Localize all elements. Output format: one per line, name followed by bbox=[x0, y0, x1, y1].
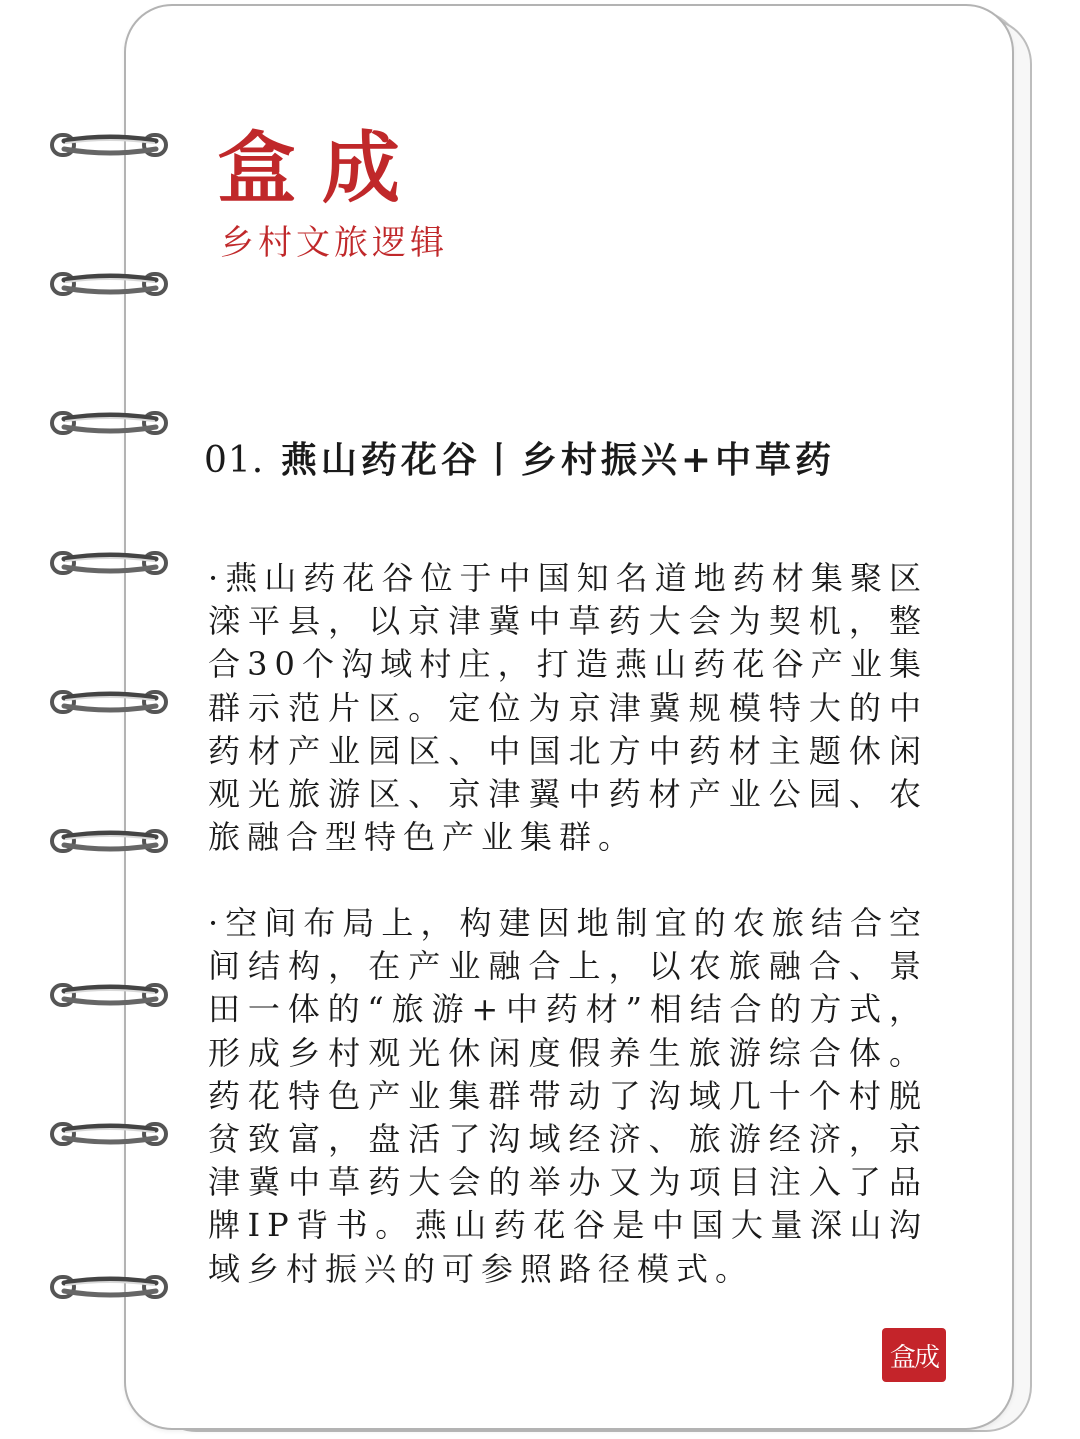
binder-ring-icon bbox=[50, 409, 168, 437]
brand-title: 盒成 bbox=[218, 123, 427, 214]
binder-ring-icon bbox=[50, 270, 168, 298]
binder-ring-icon bbox=[50, 549, 168, 577]
brand-subtitle: 乡村文旅逻辑 bbox=[220, 223, 448, 263]
section-heading bbox=[204, 439, 835, 481]
paragraph-intro: ·燕山药花谷位于中国知名道地药材集聚区滦平县，以京津冀中草药大会为契机，整合30个沟域村庄，打造燕山药花谷产业集群示范片区。定位为京津冀规模特大的中药材产业园区、中国北方中药材主题休闲观光旅游区、京津翼中药材产业公园、农旅融合型特色产业集群。 bbox=[208, 559, 928, 857]
paragraph-layout: ·空间布局上，构建因地制宜的农旅结合空间结构，在产业融合上，以农旅融合、景田一体的“旅游+中药材”相结合的方式，形成乡村观光休闲度假养生旅游综合体。药花特色产业集群带动了沟域几十个村脱贫致富，盘活了沟域经济、旅游经济，京津冀中草药大会的举办又为项目注入了品牌IP背书。燕山药花谷是中国大量深山沟域乡村振兴的可参照路径模式。 bbox=[208, 904, 928, 1288]
binder-ring-icon bbox=[50, 827, 168, 855]
section-title-text: 燕山药花谷丨乡村振兴+中草药 bbox=[280, 439, 835, 481]
seal-stamp-icon bbox=[882, 1328, 946, 1382]
binder-ring-icon bbox=[50, 688, 168, 716]
section-number: 01. bbox=[204, 440, 265, 481]
binder-ring-icon bbox=[50, 981, 168, 1009]
seal-text: 盒成 bbox=[889, 1342, 938, 1373]
binder-ring-icon bbox=[50, 1120, 168, 1148]
binder-ring-icon bbox=[50, 1273, 168, 1301]
binder-ring-icon bbox=[50, 131, 168, 159]
